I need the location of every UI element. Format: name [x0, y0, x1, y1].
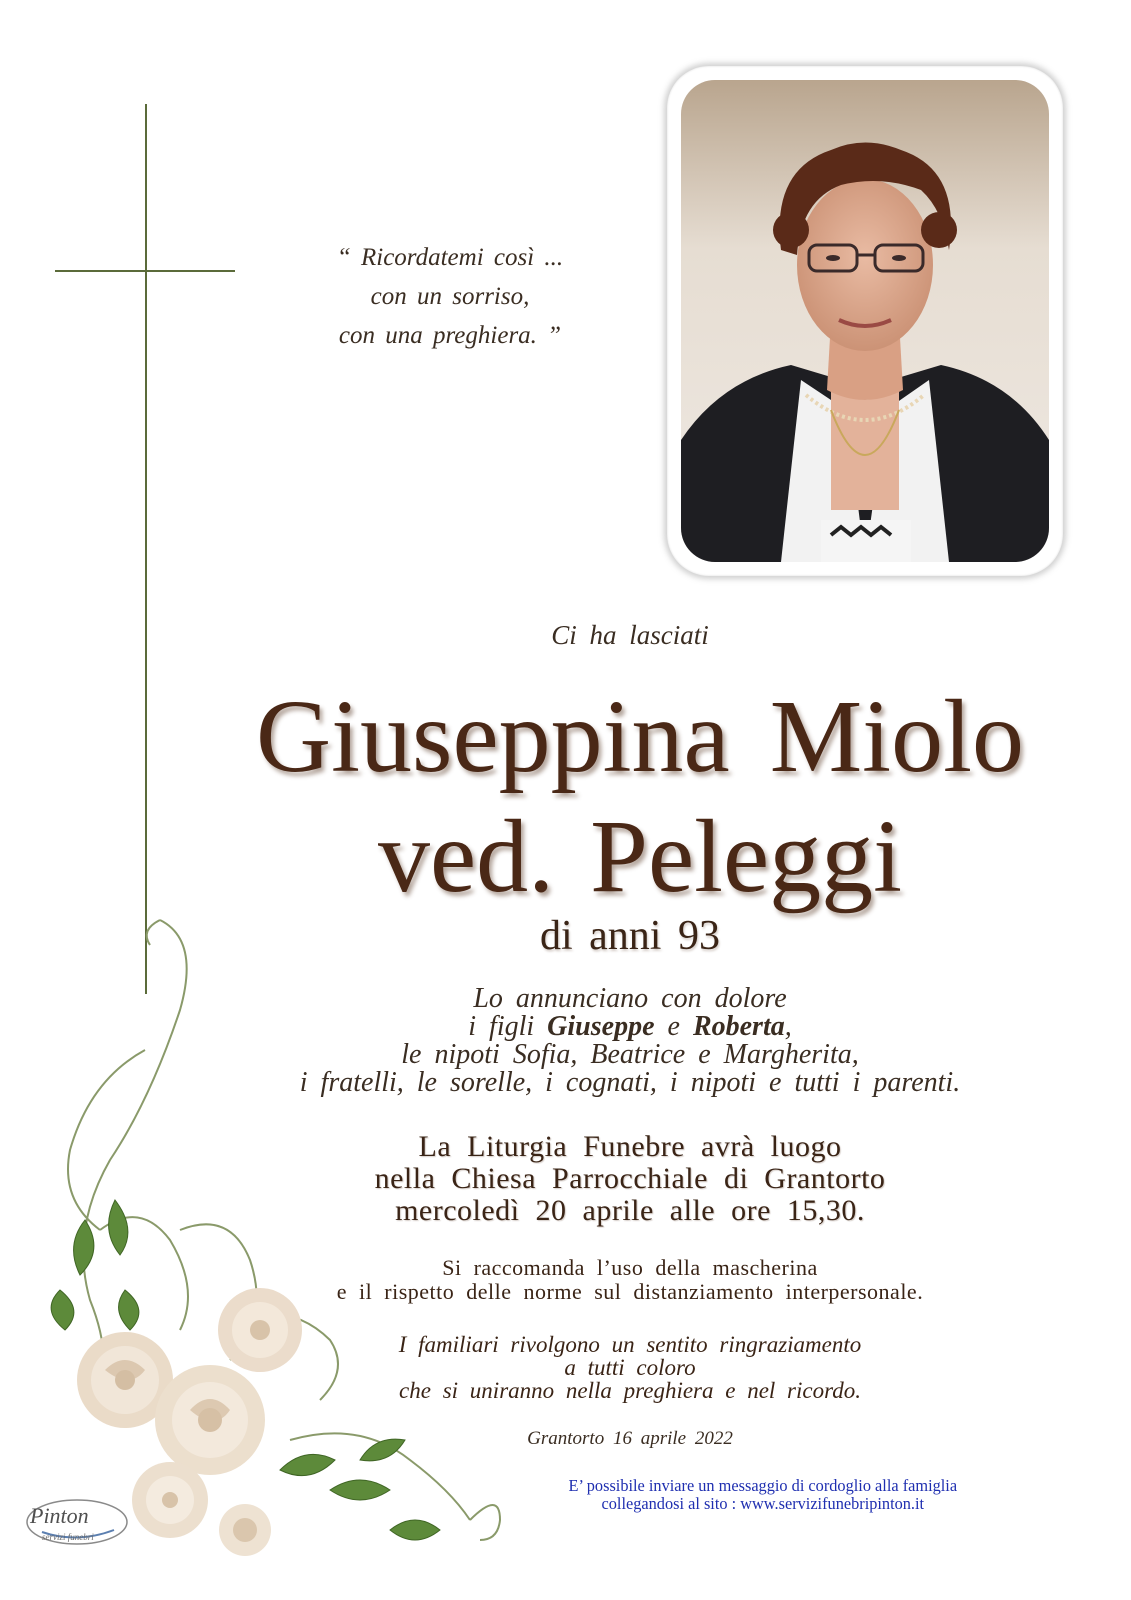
announcement-line: Lo annunciano con dolore — [473, 983, 787, 1014]
quote-line: con un sorriso, — [370, 283, 530, 310]
notice-line: Si raccomanda l’uso della mascherina — [442, 1255, 818, 1280]
text-fragment: , — [784, 1011, 792, 1042]
condolence-website-notice[interactable] — [470, 1477, 1131, 1513]
thanks-line: a tutti coloro — [564, 1355, 696, 1380]
portrait-illustration — [681, 80, 1049, 562]
child-name: Roberta — [692, 1011, 785, 1042]
funeral-line: mercoledì 20 aprile alle ore 15,30. — [395, 1194, 865, 1227]
logo-subtitle: servizi funebri — [42, 1532, 94, 1542]
thanks-line: I familiari rivolgono un sentito ringraziamento — [398, 1332, 862, 1357]
deceased-age: di anni 93 — [540, 913, 720, 959]
website-line: E’ possibile inviare un messaggio di cordoglio alla famiglia — [568, 1476, 958, 1495]
logo-name: Pinton — [30, 1503, 89, 1528]
announcement-line: i fratelli, le sorelle, i cognati, i nipoti e tutti i parenti. — [299, 1067, 961, 1098]
cross-horizontal-bar — [55, 270, 235, 272]
quote-line: con una preghiera. ” — [338, 322, 562, 349]
child-name: Giuseppe — [547, 1011, 655, 1042]
website-link[interactable]: collegandosi al sito : www.servizifunebripinton.it — [601, 1494, 925, 1513]
portrait-photo — [681, 80, 1049, 562]
funeral-line: nella Chiesa Parrocchiale di Grantorto — [374, 1162, 886, 1195]
deceased-name: Giuseppina Miolo — [256, 679, 1024, 794]
quote-line: “ Ricordatemi così ... — [336, 244, 564, 271]
cross-vertical-bar — [145, 104, 147, 994]
announcement-line: le nipoti Sofia, Beatrice e Margherita, — [401, 1039, 859, 1070]
text-fragment: e — [654, 1011, 693, 1042]
funeral-line: La Liturgia Funebre avrà luogo — [418, 1130, 842, 1163]
place-date: Grantorto 16 aprile 2022 — [527, 1428, 733, 1449]
notice-line: e il rispetto delle norme sul distanziamento interpersonale. — [336, 1279, 924, 1304]
intro-text: Ci ha lasciati — [551, 620, 709, 650]
thanks-line: che si uniranno nella preghiera e nel ricordo. — [399, 1378, 861, 1403]
text-fragment: i figli — [468, 1011, 548, 1042]
memorial-quote — [280, 238, 620, 355]
deceased-married-name: ved. Peleggi — [377, 799, 903, 914]
